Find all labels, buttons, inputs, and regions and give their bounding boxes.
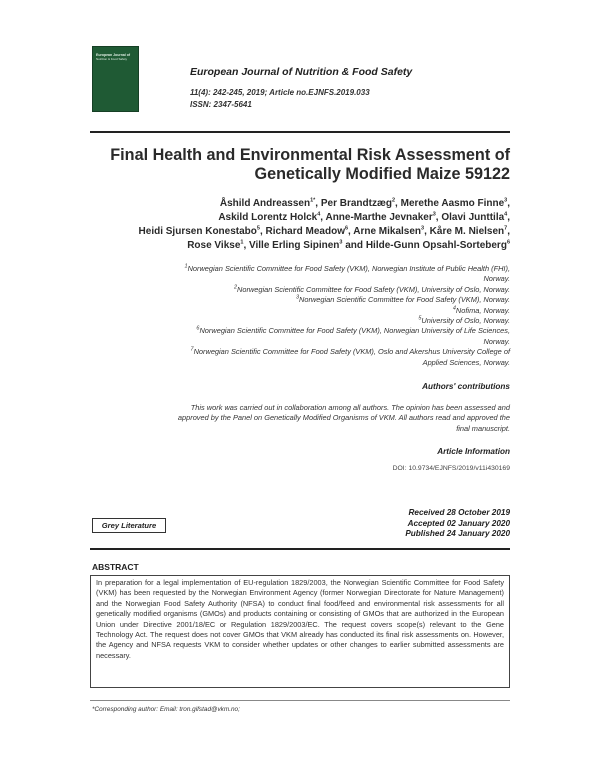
author-name: Ville Erling Sipinen [249, 240, 340, 251]
author-name: Hilde-Gunn Opsahl-Sorteberg [365, 240, 507, 251]
affiliation-sup: 6 [196, 325, 200, 332]
author-list [90, 197, 510, 253]
affiliation-item [90, 264, 510, 274]
affiliation-text: Norwegian Scientific Committee for Food Safety (VKM), Norwegian University of Life Sciences, [199, 326, 510, 336]
paper-title-line1: Final Health and Environmental Risk Assessment of [110, 146, 510, 164]
author-line: Åshild Andreassen$^{1*}$, Per Brandtzæg$^2$, Merethe Aasmo Finne$^3$, [219, 197, 510, 209]
cover-title-line2: Nutrition & Food Safety [96, 57, 128, 61]
journal-citation: 11(4): 242-245, 2019; Article no.EJNFS.2019.033 [190, 88, 370, 97]
author-name: Merethe Aasmo Finne [400, 198, 505, 209]
author-line: Heidi Sjursen Konestabo$^5$, Richard Meadow$^6$, Arne Mikalsen$^3$, Kåre M. Nielsen$^7$, [138, 225, 510, 237]
affiliation-item [90, 306, 510, 316]
author-sup: 7 [504, 225, 508, 232]
header-rule [90, 131, 510, 133]
author-name: Richard Meadow [265, 226, 345, 237]
author-name: Åshild Andreassen [219, 198, 311, 209]
journal-name: European Journal of Nutrition & Food Safety [190, 66, 413, 78]
publication-dates [300, 508, 510, 540]
author-sup: 4 [504, 211, 508, 218]
author-conjunction: and [345, 240, 364, 251]
contributions-text [90, 403, 510, 434]
affiliation-sup: 4 [452, 305, 456, 312]
affiliation-text: Norwegian Scientific Committee for Food Safety (VKM), Norway. [299, 295, 510, 305]
author-sup: 3 [421, 225, 425, 232]
doi-link[interactable]: DOI: 10.9734/EJNFS/2019/v11i430169 [392, 465, 510, 472]
grey-literature-badge: Grey Literature [92, 518, 166, 533]
date-published: Published 24 January 2020 [405, 529, 510, 538]
affiliation-sup: 7 [190, 346, 194, 353]
date-received: Received 28 October 2019 [408, 508, 510, 517]
author-sup: 3 [339, 239, 343, 246]
affiliation-sup: 2 [233, 284, 237, 291]
abstract-heading: ABSTRACT [92, 562, 139, 572]
footnote-rule [90, 700, 510, 701]
author-name: Askild Lorentz Holck [218, 212, 318, 223]
author-sup: 1 [240, 239, 244, 246]
author-name: Rose Vikse [187, 240, 241, 251]
affiliation-list [90, 264, 510, 368]
affiliation-sup: 5 [418, 315, 422, 322]
author-sup: 3 [432, 211, 436, 218]
author-name: Anne-Marthe Jevnaker [325, 212, 433, 223]
affiliation-cont: Applied Sciences, Norway. [422, 357, 510, 367]
corresponding-author-footnote: *Corresponding author: Email: tron.gifstad@vkm.no; [92, 706, 240, 713]
affiliation-item [90, 295, 510, 305]
affiliation-text: Norwegian Scientific Committee for Food Safety (VKM), Norwegian Institute of Public Health (FHI), [187, 264, 510, 273]
journal-cover-image [92, 46, 139, 112]
contributions-heading: Authors' contributions [422, 382, 510, 391]
author-sup: 4 [317, 211, 321, 218]
author-sup: 3 [504, 197, 508, 204]
contributions-line: final manuscript. [456, 423, 510, 433]
abstract-text: In preparation for a legal implementation of EU-regulation 1829/2003, the Norwegian Scientific Committee for Food Safety (VKM) has been requested by the Norwegian Environment Agency (former Norwegian Directorate for Nature Management) and the Norwegian Food Safety Authority (NFSA) to conduct final food/feed and environmental risk assessments for all genetically modified organisms (GMOs) and products containing or consisting of GMOs that are authorized in the European Union under Directive 2001/18/EC or Regulation 1829/2003/EC. The request covers scope(s) relevant to the Gene Technology Act. The request does not cover GMOs that VKM already has conducted its final risk assessments on. However, the Agency and NFSA requests VKM to consider whether updates or other changes to earlier submitted assessments are necessary. [96, 578, 504, 660]
affiliation-sup: 3 [295, 294, 300, 301]
affiliation-item [90, 316, 510, 326]
author-sup: 1* [310, 197, 316, 204]
affiliation-item [90, 285, 510, 295]
affiliation-cont: Norway. [483, 274, 510, 284]
author-name: Heidi Sjursen Konestabo [138, 226, 257, 237]
paper-title [90, 146, 510, 184]
author-name: Per Brandtzæg [320, 198, 392, 209]
author-line: Rose Vikse$^1$, Ville Erling Sipinen$^3$ and Hilde-Gunn Opsahl-Sorteberg$^6$ [187, 239, 510, 251]
affiliation-sup: 1 [184, 263, 188, 270]
abstract-top-rule [90, 548, 510, 550]
cover-title-line1: European Journal of [96, 53, 131, 57]
author-sup: 5 [256, 225, 260, 232]
affiliation-item [90, 347, 510, 357]
author-sup: 2 [391, 197, 396, 204]
author-name: Arne Mikalsen [353, 226, 422, 237]
affiliation-text: Nofima, Norway. [455, 305, 510, 315]
author-sup: 6 [506, 239, 510, 246]
contributions-line: approved by the Panel on Genetically Modified Organisms of VKM. All authors read and approved the [177, 413, 510, 423]
affiliation-item [90, 326, 510, 336]
paper-title-line2: Genetically Modified Maize 59122 [254, 165, 510, 183]
affiliation-cont: Norway. [483, 336, 510, 346]
author-name: Olavi Junttila [441, 212, 505, 223]
contributions-line: This work was carried out in collaboration among all authors. The opinion has been assessed and [190, 403, 510, 412]
abstract-box [90, 575, 510, 688]
affiliation-text: Norwegian Scientific Committee for Food Safety (VKM), Oslo and Akershus University College of [193, 347, 510, 357]
author-sup: 6 [344, 225, 349, 232]
date-accepted: Accepted 02 January 2020 [407, 518, 510, 528]
author-name: Kåre M. Nielsen [429, 226, 505, 237]
author-line: Askild Lorentz Holck$^4$, Anne-Marthe Jevnaker$^3$, Olavi Junttila$^4$, [218, 211, 510, 223]
affiliation-text: University of Oslo, Norway. [421, 316, 510, 326]
journal-issn: ISSN: 2347-5641 [190, 100, 252, 109]
article-info-heading: Article Information [437, 447, 510, 456]
affiliation-text: Norwegian Scientific Committee for Food Safety (VKM), University of Oslo, Norway. [237, 284, 510, 294]
